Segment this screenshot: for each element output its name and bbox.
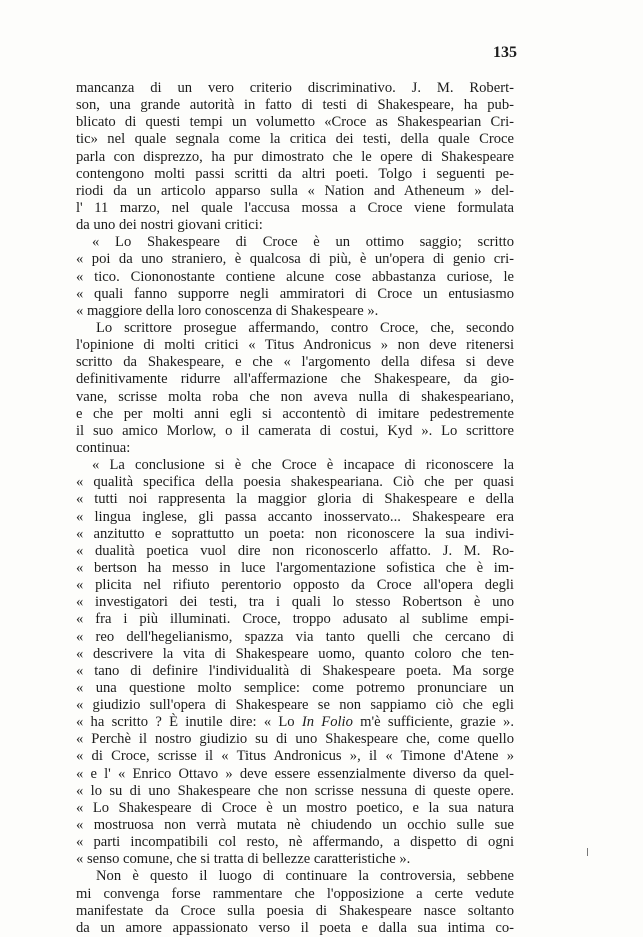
quote-line: « parti incompatibili col resto, nè affermando, a dispetto di ogni xyxy=(76,834,514,851)
text-line: definitivamente ridurre all'affermazione che Shakespeare, da gio- xyxy=(76,371,514,388)
quote-line: « tutti noi rappresenta la maggior gloria di Shakespeare e della xyxy=(76,491,514,508)
quote-line: « reo dell'hegelianismo, spazza via tanto quelli che cercano di xyxy=(76,628,514,645)
quote-line: « mostruosa non verrà mutata nè chiudendo un occhio sulle sue xyxy=(76,817,514,834)
quote-line: « poi da uno straniero, è qualcosa di più, è un'opera di genio cri- xyxy=(76,251,514,268)
text-line: parla con disprezzo, ha pur dimostrato che le opere di Shakespeare xyxy=(76,148,514,165)
quote-line: « lingua inglese, gli passa accanto inosservato... Shakespeare era xyxy=(76,508,514,525)
quote-line xyxy=(76,714,514,731)
quote-line: « maggiore della loro conoscenza di Shakespeare ». xyxy=(76,302,379,319)
quote-line: « e l' « Enrico Ottavo » deve essere essenzialmente diverso da quel- xyxy=(76,765,514,782)
quote-line: « qualità specifica della poesia shakespeariana. Ciò che per quasi xyxy=(76,474,514,491)
text-line: da un amore appassionato verso il poeta e dalla sua intima co- xyxy=(76,919,514,936)
quote-line: « bertson ha messo in luce l'argomentazione sofistica che è im- xyxy=(76,559,514,576)
text-line: son, una grande autorità in fatto di testi di Shakespeare, ha pub- xyxy=(76,97,514,114)
text-line: blicato di questi tempi un volumetto «Croce as Shakespearian Cri- xyxy=(76,114,514,131)
quote-line: « La conclusione si è che Croce è incapace di riconoscere la xyxy=(92,457,514,474)
text-line: vane, scrisse molta roba che non aveva nulla di shakespeariano, xyxy=(76,388,514,405)
page-number: 135 xyxy=(493,44,517,61)
quote-line: « Perchè il nostro giudizio su di uno Shakespeare che, come quello xyxy=(76,731,514,748)
body-text xyxy=(76,80,514,937)
quote-line: « plicita nel rifiuto perentorio opposto da Croce all'opera degli xyxy=(76,577,514,594)
text-line: Lo scrittore prosegue affermando, contro Croce, che, secondo xyxy=(96,319,514,336)
quote-line: « dualità poetica vuol dire non riconoscerlo affatto. J. M. Ro- xyxy=(76,542,514,559)
text-line: scritto da Shakespeare, e che « l'argomento della difesa si deve xyxy=(76,354,514,371)
quote-line: « Lo Shakespeare di Croce è un mostro poetico, e la sua natura xyxy=(76,799,514,816)
quote-line: « investigatori dei testi, tra i quali lo stesso Robertson è uno xyxy=(76,594,514,611)
quote-line: « quali fanno supporre negli ammiratori di Croce un entusiasmo xyxy=(76,285,514,302)
italic-title: In Folio xyxy=(301,714,353,731)
quote-line: « tano di definire l'individualità di Shakespeare poeta. Ma sorge xyxy=(76,662,514,679)
quote-line: « una questione molto semplice: come potremo pronunciare un xyxy=(76,679,514,696)
text-line: contengono molti passi scritti da altri poeti. Tolgo i seguenti pe- xyxy=(76,165,514,182)
text-line: il suo amico Morlow, o il camerata di costui, Kyd ». Lo scrittore xyxy=(76,422,514,439)
quote-line: « senso comune, che si tratta di bellezze caratteristiche ». xyxy=(76,851,411,868)
quote-line-end: m'è sufficiente, grazie ». xyxy=(352,714,514,731)
text-line: e che per molti anni egli si accontentò di imitare pedestremente xyxy=(76,405,514,422)
text-line: tic» nel quale segnala come la critica dei testi, della quale Croce xyxy=(76,131,514,148)
text-line: da uno dei nostri giovani critici: xyxy=(76,217,263,234)
quote-line: « giudizio sull'opera di Shakespeare se non sappiamo ciò che egli xyxy=(76,697,514,714)
text-line: riodi da un articolo apparso sulla « Nation and Atheneum » del- xyxy=(76,182,514,199)
text-line: l' 11 marzo, nel quale l'accusa mossa a Croce viene formulata xyxy=(76,199,514,216)
quote-line-start: « ha scritto ? È inutile dire: « Lo xyxy=(76,714,302,731)
text-line: manifestate da Croce sulla poesia di Shakespeare nasce soltanto xyxy=(76,902,514,919)
text-line: Non è questo il luogo di continuare la controversia, sebbene xyxy=(96,868,514,885)
quote-line: « descrivere la vita di Shakespeare uomo, quanto coloro che ten- xyxy=(76,645,514,662)
text-line: mancanza di un vero criterio discriminativo. J. M. Robert- xyxy=(76,80,514,96)
quote-line: « anzitutto e soprattutto un poeta: non riconoscere la sua indivi- xyxy=(76,525,514,542)
quote-line: « fra i più illuminati. Croce, troppo adusato al sublime empi- xyxy=(76,611,514,628)
margin-mark xyxy=(587,848,588,856)
quote-line: « Lo Shakespeare di Croce è un ottimo saggio; scritto xyxy=(92,234,514,251)
text-line: mi convenga forse rammentare che l'opposizione a certe vedute xyxy=(76,885,514,902)
quote-line: « di Croce, scrisse il « Titus Andronicus », il « Timone d'Atene » xyxy=(76,748,514,765)
quote-line: « tico. Ciononostante contiene alcune cose abbastanza curiose, le xyxy=(76,268,514,285)
quote-line: « lo su di uno Shakespeare che non scrisse nessuna di queste opere. xyxy=(76,782,514,799)
text-line: continua: xyxy=(76,439,131,456)
text-line: l'opinione di molti critici « Titus Andronicus » non deve ritenersi xyxy=(76,337,514,354)
